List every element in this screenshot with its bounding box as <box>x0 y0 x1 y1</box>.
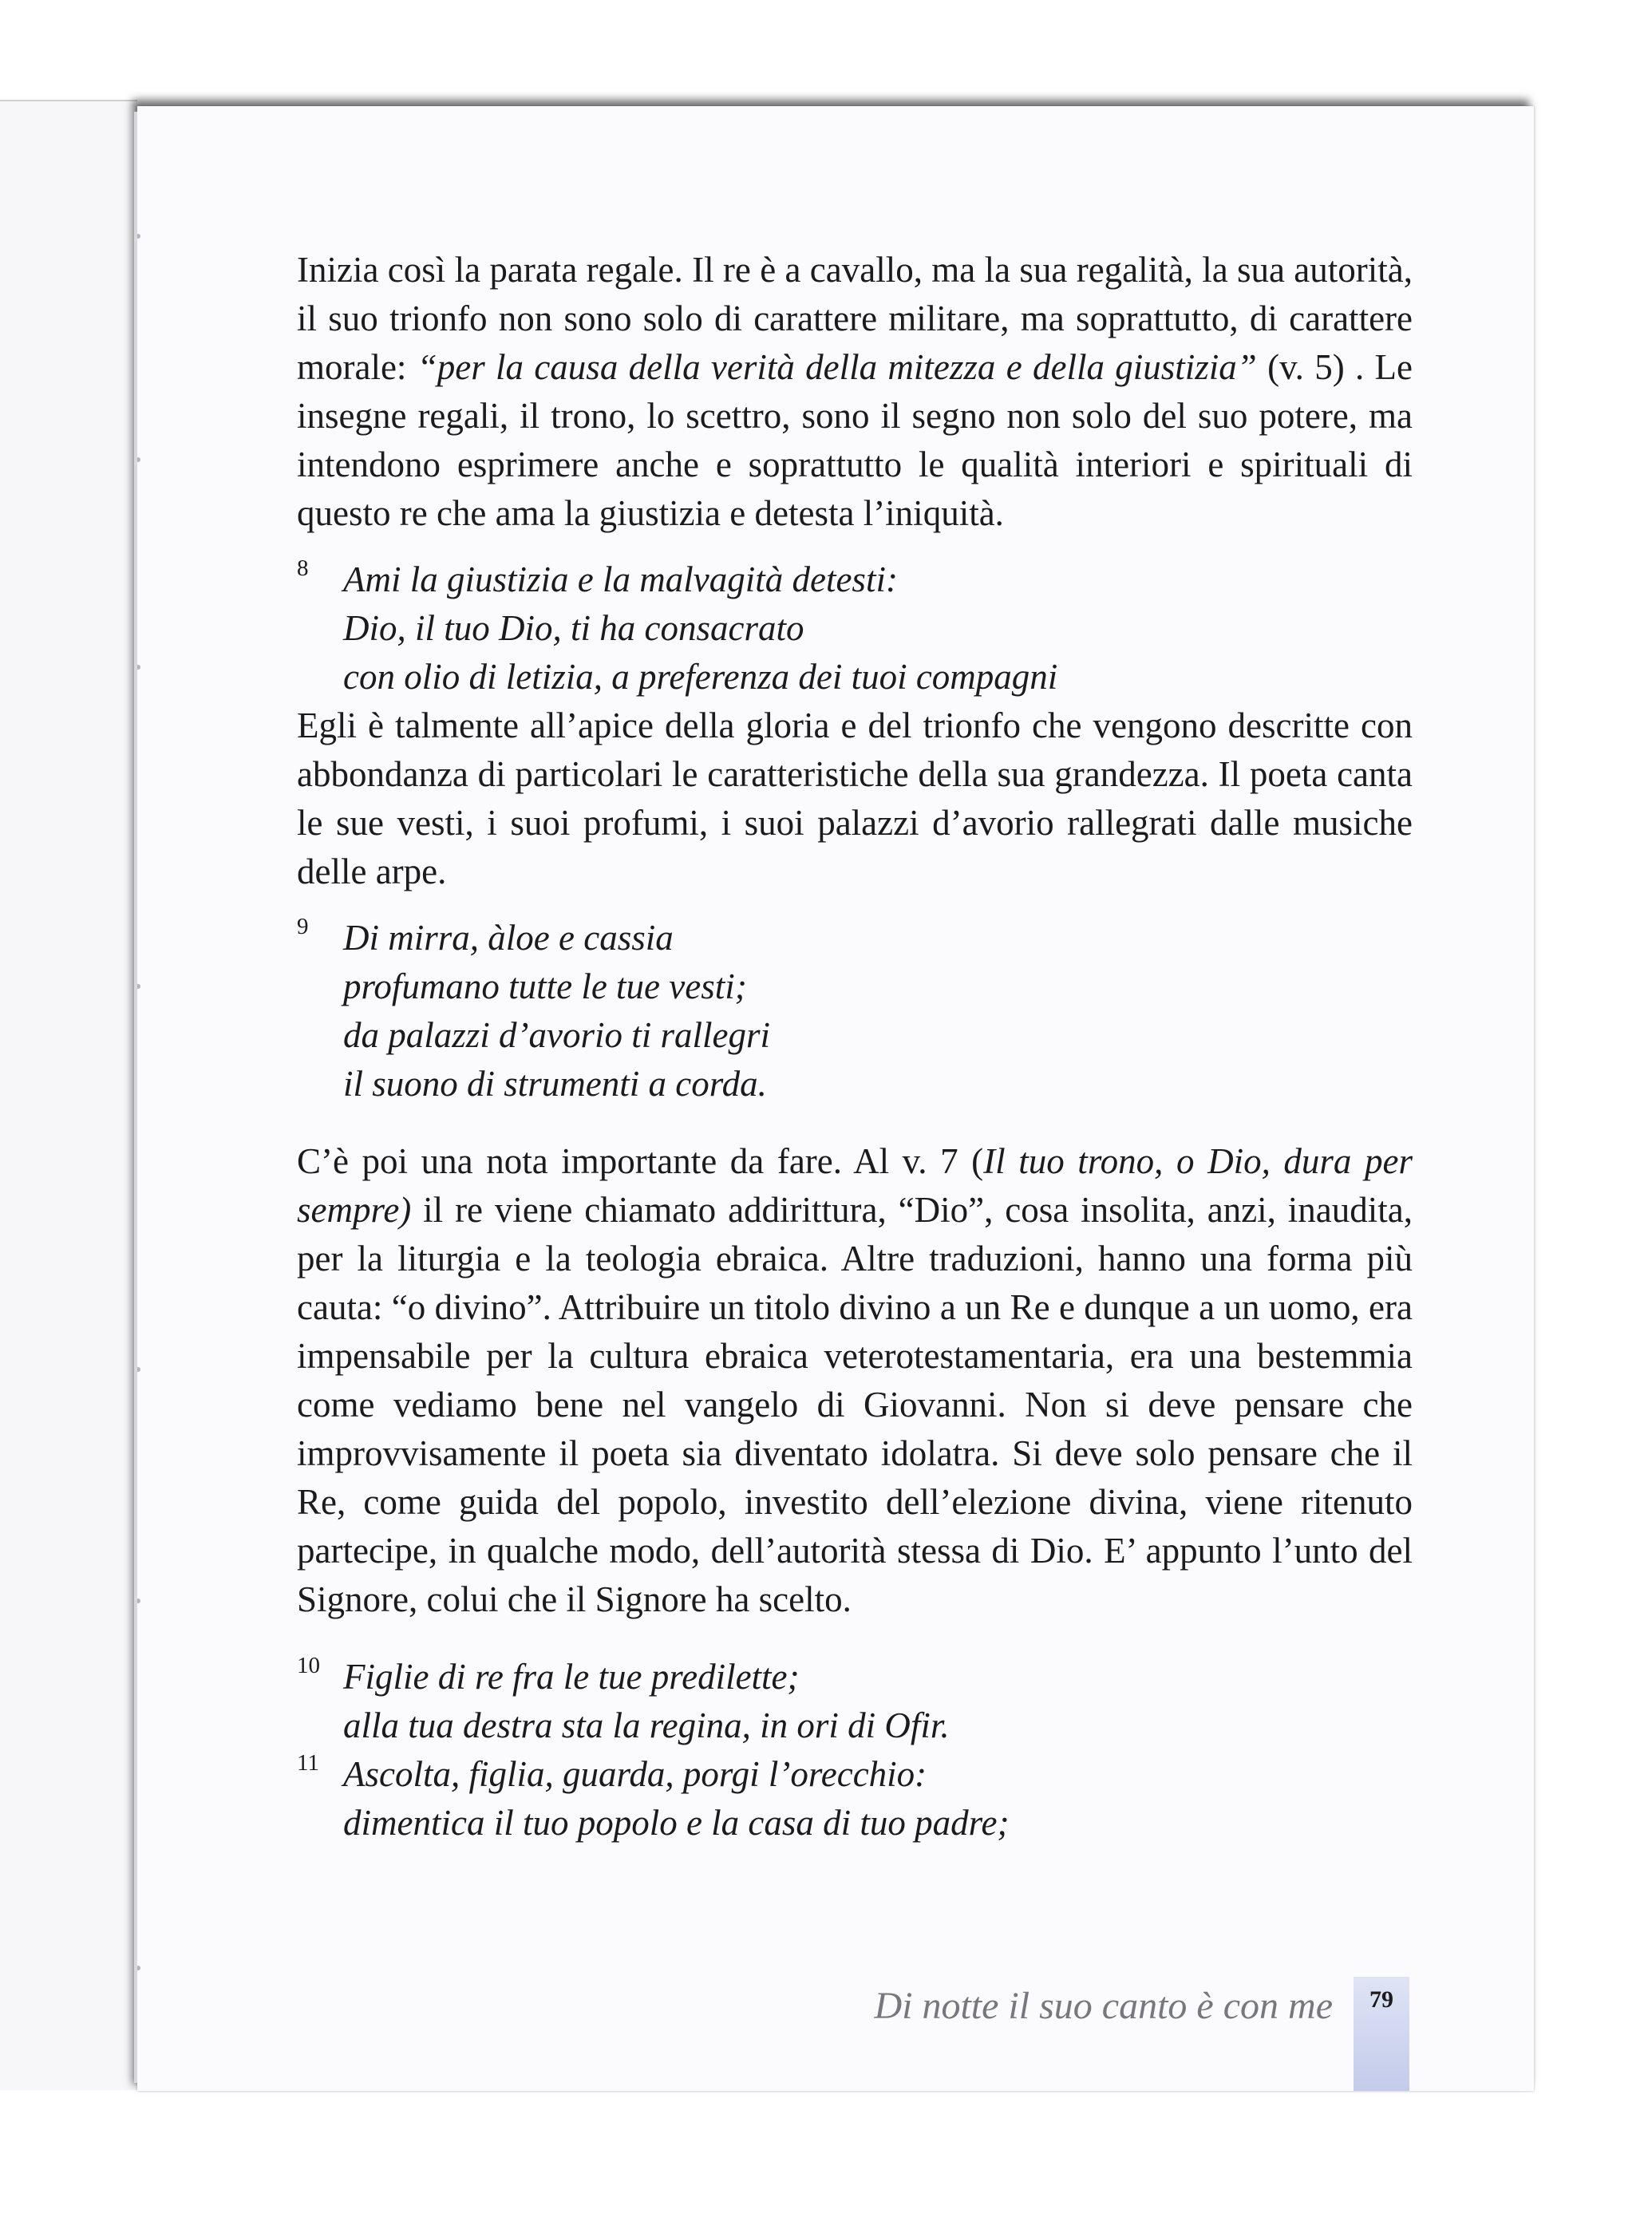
verse-line: dimentica il tuo popolo e la casa di tuo padre; <box>343 1803 1010 1843</box>
paragraph-text: C’è poi una nota importante da fare. Al v. 7 ( <box>297 1141 984 1181</box>
verse-line: Figlie di re fra le tue predilette; <box>343 1657 800 1697</box>
paragraph-text: (v. 5) . Le insegne regali, il trono, lo scettro, sono il segno non solo del suo potere, ma intendono esprimere anche e soprattutto le qualità interiori e spirituali di questo re che ama la giustizia e detesta l’iniquità. <box>297 347 1413 533</box>
paragraph-1 <box>297 246 1413 538</box>
verse-line: con olio di letizia, a preferenza dei tuoi compagni <box>343 657 1058 697</box>
page-body <box>297 246 1413 1848</box>
facing-page-edge <box>0 100 137 2090</box>
psalm-verse <box>297 1653 1413 1750</box>
psalm-verse <box>297 914 1413 1109</box>
verse-number: 10 <box>297 1653 320 1678</box>
psalm-verse <box>297 1750 1413 1848</box>
page-number: 79 <box>1369 1986 1393 2013</box>
psalm-verse <box>297 555 1413 701</box>
paragraph-2 <box>297 701 1413 896</box>
verse-number: 8 <box>297 555 309 581</box>
verse-line: da palazzi d’avorio ti rallegri <box>343 1015 771 1055</box>
verse-line: alla tua destra sta la regina, in ori di Ofir. <box>343 1705 950 1745</box>
paragraph-text: il re viene chiamato addirittura, “Dio”, cosa insolita, anzi, inaudita, per la liturgia e la teologia ebraica. Altre traduzioni, hanno una forma più cauta: “o divino”. Attribuire un titolo divino a un Re e dunque a un uomo, era impensabile per la cultura ebraica veterotestamentaria, era una bestemmia come vediamo bene nel vangelo di Giovanni. Non si deve pensare che improvvisamente il poeta sia diventato idolatra. Si deve solo pensare che il Re, come guida del popolo, investito dell’elezione divina, viene ritenuto partecipe, in qualche modo, dell’autorità stessa di Dio. E’ appunto l’unto del Signore, colui che il Signore ha scelto. <box>297 1190 1413 1619</box>
paragraph-3 <box>297 1137 1413 1624</box>
verse-block-2 <box>297 914 1413 1109</box>
verse-number: 9 <box>297 914 309 939</box>
verse-line: Di mirra, àloe e cassia <box>343 918 674 958</box>
verse-line: profumano tutte le tue vesti; <box>343 966 747 1006</box>
verse-line: Dio, il tuo Dio, ti ha consacrato <box>343 608 804 648</box>
page-number-tab <box>1354 1977 1409 2091</box>
verse-line: Ascolta, figlia, guarda, porgi l’orecchio: <box>343 1754 927 1794</box>
verse-number: 11 <box>297 1750 319 1776</box>
verse-block-1 <box>297 555 1413 701</box>
page-spine <box>134 112 137 2083</box>
verse-line: il suono di strumenti a corda. <box>343 1064 767 1104</box>
paragraph-quote: “per la causa della verità della mitezza e della giustizia” <box>417 347 1257 387</box>
paragraph-quote: Il tuo trono, o Dio, dura per sempre) <box>297 1141 1413 1230</box>
paragraph-text: Inizia così la parata regale. Il re è a cavallo, ma la sua regalità, la sua autorità, il suo trionfo non sono solo di carattere militare, ma soprattutto, di carattere morale: <box>297 250 1413 387</box>
paragraph-text: Egli è talmente all’apice della gloria e del trionfo che vengono descritte con abbondanza di particolari le caratteristiche della sua grandezza. Il poeta canta le sue vesti, i suoi profumi, i suoi palazzi d’avorio rallegrati dalle musiche delle arpe. <box>297 705 1413 891</box>
verse-line: Ami la giustizia e la malvagità detesti: <box>343 559 898 599</box>
verse-block-3 <box>297 1653 1413 1848</box>
running-footer: Di notte il suo canto è con me <box>874 1985 1333 2027</box>
